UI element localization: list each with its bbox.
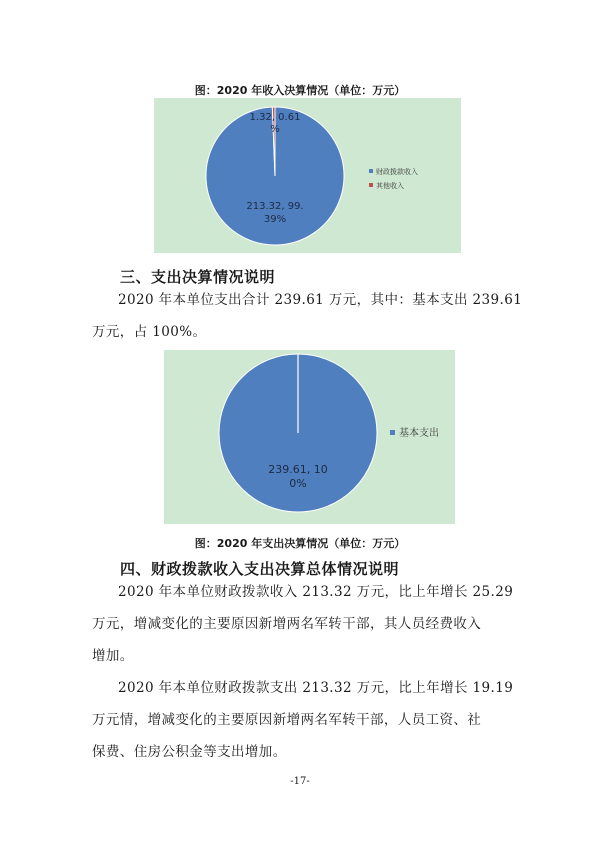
legend-swatch-0 bbox=[390, 430, 395, 435]
legend-label-0: 基本支出 bbox=[399, 428, 439, 439]
para-line: 2020 年本单位支出合计 239.61 万元，其中：基本支出 239.61 bbox=[118, 292, 523, 308]
pie-data-label-1: 1.32, 0.61 bbox=[249, 112, 301, 123]
income-legend bbox=[369, 167, 418, 190]
expense-pie-svg bbox=[164, 350, 455, 524]
para-line: 万元，增减变化的主要原因新增两名军转干部，其人员经费收入 bbox=[92, 616, 482, 632]
income-pie-svg bbox=[154, 98, 461, 253]
legend-label-0: 财政拨款收入 bbox=[376, 168, 418, 176]
section4-paragraph-1 bbox=[92, 576, 512, 672]
section3-paragraph bbox=[92, 284, 523, 348]
para-line: 万元情，增减变化的主要原因新增两名军转干部，人员工资、社 bbox=[92, 712, 482, 728]
para-line: 2020 年本单位财政拨款收入 213.32 万元，比上年增长 25.29 bbox=[118, 584, 514, 600]
para-line: 保费、住房公积金等支出增加。 bbox=[92, 744, 287, 760]
para-line: 增加。 bbox=[92, 648, 134, 664]
section3-heading: 三、支出决算情况说明 bbox=[120, 268, 276, 286]
pie-data-label-0: 0% bbox=[289, 477, 307, 490]
legend-swatch-0 bbox=[369, 169, 373, 173]
income-chart bbox=[154, 98, 461, 253]
para-line: 2020 年本单位财政拨款支出 213.32 万元，比上年增长 19.19 bbox=[118, 680, 514, 696]
page-number: -17- bbox=[290, 776, 310, 787]
legend-label-1: 其他收入 bbox=[376, 182, 404, 190]
pie-data-label-1: % bbox=[270, 124, 280, 135]
expense-chart bbox=[164, 350, 455, 524]
pie-data-label-0: 213.32, 99. bbox=[246, 201, 304, 212]
section4-paragraph-2 bbox=[92, 672, 512, 768]
section4-heading: 四、财政拨款收入支出决算总体情况说明 bbox=[120, 560, 400, 578]
pie-data-label-0: 239.61, 10 bbox=[268, 463, 328, 476]
legend-swatch-1 bbox=[369, 183, 373, 187]
pie-data-label-0: 39% bbox=[263, 214, 287, 225]
expense-legend bbox=[390, 426, 439, 439]
chart2-caption: 图：2020 年支出决算情况（单位：万元） bbox=[194, 537, 406, 550]
para-line: 万元，占 100%。 bbox=[92, 324, 207, 340]
chart1-caption: 图：2020 年收入决算情况（单位：万元） bbox=[194, 84, 406, 97]
